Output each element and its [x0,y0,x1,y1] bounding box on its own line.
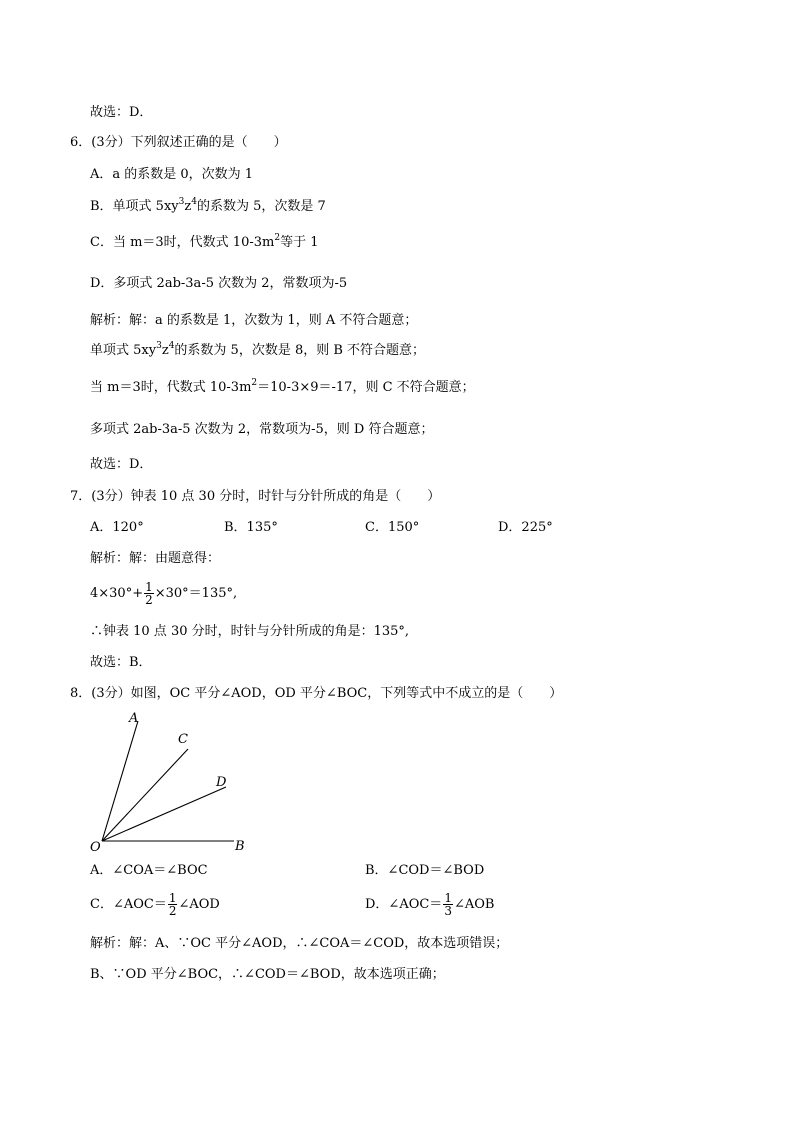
label-a: A [129,711,139,726]
q7-calculation [90,577,237,611]
q6-option-c-post: 等于 1 [280,235,319,250]
q8-option-d-denominator: 3 [444,904,452,918]
q7-calc-pre: 4×30°+ [90,586,144,601]
label-d: D [216,775,227,790]
q8-option-d-pre: D．∠AOC＝ [365,897,443,912]
q6-analysis-3-exp: 2 [251,378,258,388]
q8-option-c [90,888,220,922]
q6-option-b-exp1: 3 [178,197,185,207]
q6-option-b-exp2: 4 [191,197,197,207]
ray-oa [102,721,138,841]
q7-option-b: B．135° [224,520,278,535]
q6-analysis-2-pre: 单项式 5xy [90,343,157,358]
q6-analysis-3-post: ＝10-3×9＝-17，则 C 不符合题意； [257,380,475,395]
q8-analysis-1: 解析：解：A、∵OC 平分∠AOD，∴∠COA＝∠COD，故本选项错误； [90,936,509,951]
q6-analysis-3-pre: 当 m＝3时，代数式 10-3m [90,380,252,395]
q7-stem: 7．(3分）钟表 10 点 30 分时，时针与分针所成的角是（ ） [70,489,441,504]
q7-conclusion: ∴钟表 10 点 30 分时，时针与分针所成的角是：135°, [90,624,410,639]
q8-option-d-fraction [443,892,453,917]
q7-option-c: C．150° [365,520,420,535]
q6-option-d: D．多项式 2ab-3a-5 次数为 2，常数项为-5 [90,276,348,291]
q6-answer: 故选：D． [90,457,153,472]
q6-analysis-2-exp1: 3 [156,341,162,351]
q8-option-d-numerator: 1 [444,891,452,905]
q6-stem: 6．(3分）下列叙述正确的是（ ） [70,135,287,150]
q7-calc-numerator: 1 [145,580,153,594]
q5-answer: 故选：D． [90,105,153,120]
q6-option-b-pre: B．单项式 5xy [90,199,179,214]
q6-analysis-1: 解析：解：a 的系数是 1，次数为 1，则 A 不符合题意； [90,313,418,328]
q6-analysis-2-mid: z [161,343,169,358]
q8-option-b: B．∠COD＝∠BOD [365,863,485,878]
label-c: C [178,732,188,747]
q8-analysis-2: B、∵OD 平分∠BOC，∴∠COD＝∠BOD，故本选项正确； [90,967,445,982]
q6-option-b-post: 的系数为 5，次数是 7 [196,199,326,214]
q6-option-c-pre: C．当 m＝3时，代数式 10-3m [90,235,275,250]
label-o: O [90,840,101,855]
q6-analysis-2-exp2: 4 [168,341,175,351]
q8-option-c-fraction [168,892,178,917]
q7-option-a: A．120° [90,520,144,535]
q7-calc-post: ×30°＝135°, [154,586,238,601]
ray-oc [102,749,188,841]
q8-option-c-pre: C．∠AOC＝ [90,897,167,912]
q6-analysis-2-post: 的系数为 5，次数是 8，则 B 不符合题意； [174,343,426,358]
q8-option-d [365,888,494,922]
q6-analysis-3 [90,379,475,397]
q8-stem: 8．(3分）如图，OC 平分∠AOD，OD 平分∠BOC，下列等式中不成立的是（ ） [70,686,563,701]
q6-option-c-exp: 2 [274,233,281,243]
q8-option-c-denominator: 2 [168,904,177,918]
q6-analysis-4: 多项式 2ab-3a-5 次数为 2，常数项为-5，则 D 符合题意； [90,422,434,437]
q6-option-c [90,234,318,252]
q7-calc-denominator: 2 [145,593,153,607]
q6-option-b-mid: z [184,199,192,214]
q8-option-a: A．∠COA＝∠BOC [90,863,208,878]
label-b: B [235,839,245,854]
q7-calc-fraction [144,581,154,606]
q8-option-c-post: ∠AOD [178,897,220,912]
q6-analysis-2 [90,342,425,360]
q7-answer: 故选：B． [90,655,152,670]
q7-option-d: D．225° [498,520,553,535]
q7-analysis-1: 解析：解：由题意得： [90,551,221,566]
q6-option-a: A．a 的系数是 0，次数为 1 [90,167,254,182]
ray-od [102,787,226,841]
q8-option-c-numerator: 1 [168,891,177,905]
q8-option-d-post: ∠AOB [453,897,495,912]
q6-option-b [90,198,326,216]
angle-figure [86,707,261,855]
